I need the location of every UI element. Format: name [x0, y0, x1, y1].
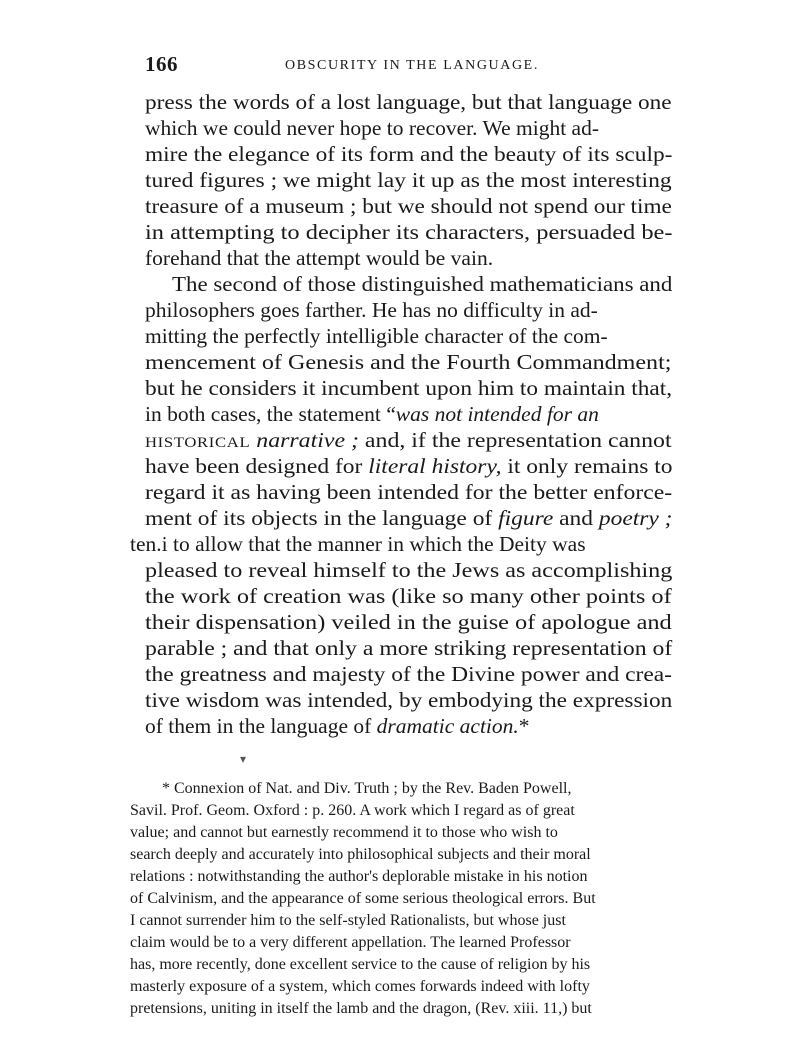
italic-run: poetry ; [598, 506, 673, 530]
footnote-line: pretensions, uniting in itself the lamb and the dragon, (Rev. xiii. 11,) but [130, 1000, 592, 1017]
italic-run: figure [498, 506, 554, 530]
text-line: in attempting to decipher its characters, persuaded be- [145, 220, 673, 244]
text-run: ment of its objects in the language of [145, 506, 499, 530]
text-run: have been designed for [145, 454, 369, 478]
text-line: mencement of Genesis and the Fourth Commandment; [145, 350, 672, 374]
text-line: philosophers goes farther. He has no difficulty in ad- [145, 298, 598, 322]
text-line: mire the elegance of its form and the beauty of its sculp- [145, 142, 673, 166]
footnote-line: I cannot surrender him to the self-styled Rationalists, but whose just [130, 912, 566, 929]
text-run: and [553, 506, 599, 530]
text-run: it only remains to [501, 454, 673, 478]
text-line: tive wisdom was intended, by embodying the expression [145, 688, 673, 712]
text-line: pleased to reveal himself to the Jews as accomplishing [145, 558, 673, 582]
footnote-line: claim would be to a very different appellation. The learned Professor [130, 934, 571, 951]
text-line: regard it as having been intended for the better enforce- [145, 480, 673, 504]
italic-run: narrative ; [256, 428, 359, 452]
text-line: the work of creation was (like so many other points of [145, 584, 672, 608]
text-line: treasure of a museum ; but we should not spend our time [145, 194, 672, 218]
text-line: tured figures ; we might lay it up as the most interesting [145, 168, 672, 192]
footnote-line: relations : notwithstanding the author's deplorable mistake in his notion [130, 868, 588, 885]
text-line: mitting the perfectly intelligible character of the com- [145, 324, 608, 348]
footnote-line: search deeply and accurately into philosophical subjects and their moral [130, 846, 591, 863]
footnote-marker: * [518, 714, 530, 738]
footnote-line: masterly exposure of a system, which comes forwards indeed with lofty [130, 978, 590, 995]
text-line: The second of those distinguished mathematicians and [172, 272, 673, 296]
footnote-line: of Calvinism, and the appearance of some serious theological errors. But [130, 890, 596, 907]
footnote-line: has, more recently, done excellent service to the cause of religion by his [130, 956, 591, 973]
text-line: parable ; and that only a more striking representation of [145, 636, 673, 660]
text-line: ten.i to allow that the manner in which the Deity was [130, 532, 586, 556]
text-line [145, 454, 673, 479]
text-run: and, if the representation cannot [358, 428, 672, 452]
text-run: in both cases, the statement “ [145, 402, 396, 426]
ink-speck: ▾ [240, 752, 247, 766]
text-line: press the words of a lost language, but that language one [145, 90, 672, 114]
footnote-line: value; and cannot but earnestly recommend it to those who wish to [130, 824, 558, 841]
text-line: forehand that the attempt would be vain. [145, 246, 494, 270]
text-line [145, 714, 530, 739]
italic-run: was not intended for an [395, 402, 599, 426]
page-number: 166 [145, 52, 178, 76]
text-line [145, 402, 599, 427]
footnote-line: * Connexion of Nat. and Div. Truth ; by the Rev. Baden Powell, [162, 780, 572, 797]
text-line: which we could never hope to recover. We might ad- [145, 116, 599, 140]
small-caps-run: historical [145, 428, 251, 452]
running-head: OBSCURITY IN THE LANGUAGE. [285, 58, 539, 73]
italic-run: dramatic action. [376, 714, 519, 738]
text-line: their dispensation) veiled in the guise of apologue and [145, 610, 672, 634]
text-line: but he considers it incumbent upon him to maintain that, [145, 376, 673, 400]
text-line: the greatness and majesty of the Divine power and crea- [145, 662, 672, 686]
text-line [145, 428, 672, 453]
text-line [145, 506, 672, 531]
italic-run: literal history, [368, 454, 502, 478]
footnote-line: Savil. Prof. Geom. Oxford : p. 260. A work which I regard as of great [130, 802, 575, 819]
text-run: of them in the language of [145, 714, 377, 738]
